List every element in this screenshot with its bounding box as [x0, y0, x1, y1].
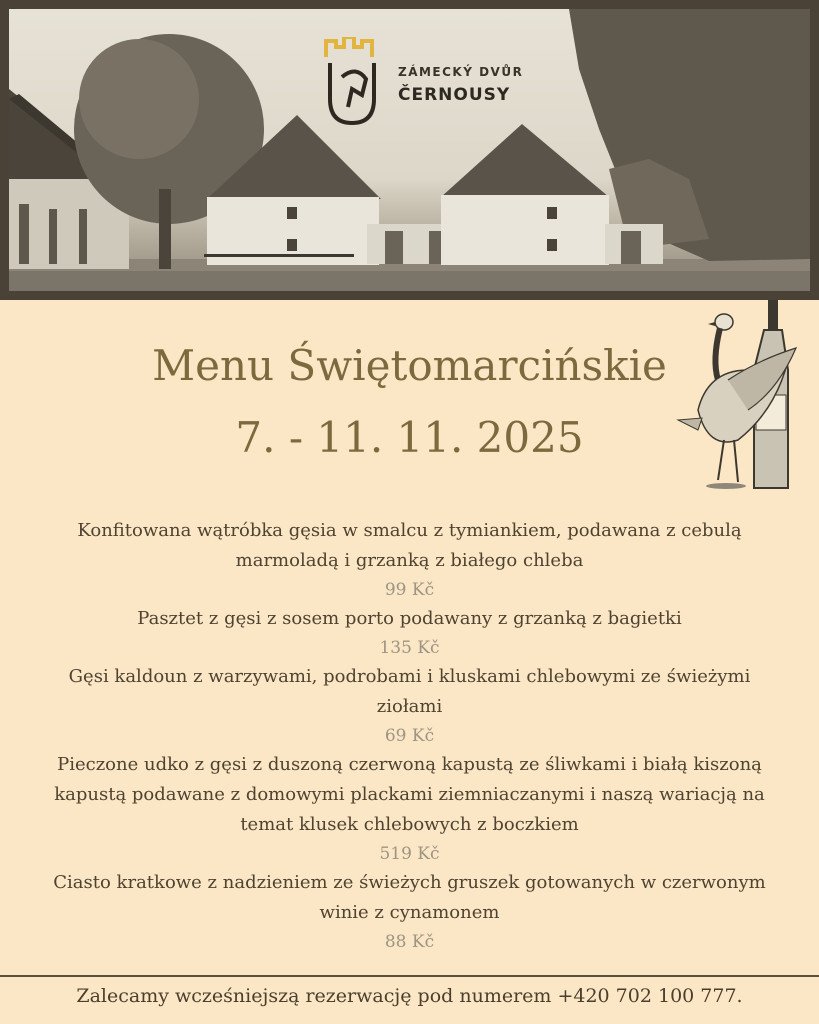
goose-and-wine-bottle-illustration [668, 300, 806, 492]
reservation-note: Zalecamy wcześniejszą rezerwację pod numerem +420 702 100 777. [76, 985, 743, 1007]
menu-date: 7. - 11. 11. 2025 [235, 413, 584, 462]
logo-text-line1: ZÁMECKÝ DVŮR [398, 65, 524, 79]
castle-courtyard-photo [9, 9, 810, 291]
dish-price: 69 Kč [384, 726, 435, 746]
dish-name: Pasztet z gęsi z sosem porto podawany z grzanką z bagietki [137, 608, 682, 629]
menu-item [40, 516, 779, 604]
dish-name: Konfitowana wątróbka gęsia w smalcu z tymiankiem, podawana z cebulą marmoladą i grzanką z białego chleba [77, 520, 742, 571]
dish-name: Pieczone udko z gęsi z duszoną czerwoną kapustą ze śliwkami i białą kiszoną kapustą podawane z domowymi plackami ziemniaczanymi i naszą wariacją na temat klusek chlebowych z boczkiem [54, 754, 765, 835]
dish-name: Gęsi kaldoun z warzywami, podrobami i kluskami chlebowymi ze świeżymi ziołami [68, 666, 751, 717]
menu-list [40, 516, 779, 956]
menu-title: Menu Świętomarcińskie [152, 341, 667, 390]
menu-item [40, 662, 779, 750]
dish-price: 88 Kč [384, 932, 435, 952]
brand-logo [322, 37, 522, 129]
dish-price: 519 Kč [379, 844, 440, 864]
dish-price: 99 Kč [384, 580, 435, 600]
header-photo-frame [0, 0, 819, 300]
menu-item [40, 868, 779, 956]
menu-item [40, 604, 779, 662]
logo-text-line2: ČERNOUSY [398, 85, 511, 105]
menu-item [40, 750, 779, 868]
dish-name: Ciasto kratkowe z nadzieniem ze świeżych gruszek gotowanych w czerwonym winie z cynamonem [53, 872, 766, 923]
castle-horse-logo-icon [322, 37, 388, 127]
dish-price: 135 Kč [379, 638, 440, 658]
footer-divider [0, 975, 819, 977]
